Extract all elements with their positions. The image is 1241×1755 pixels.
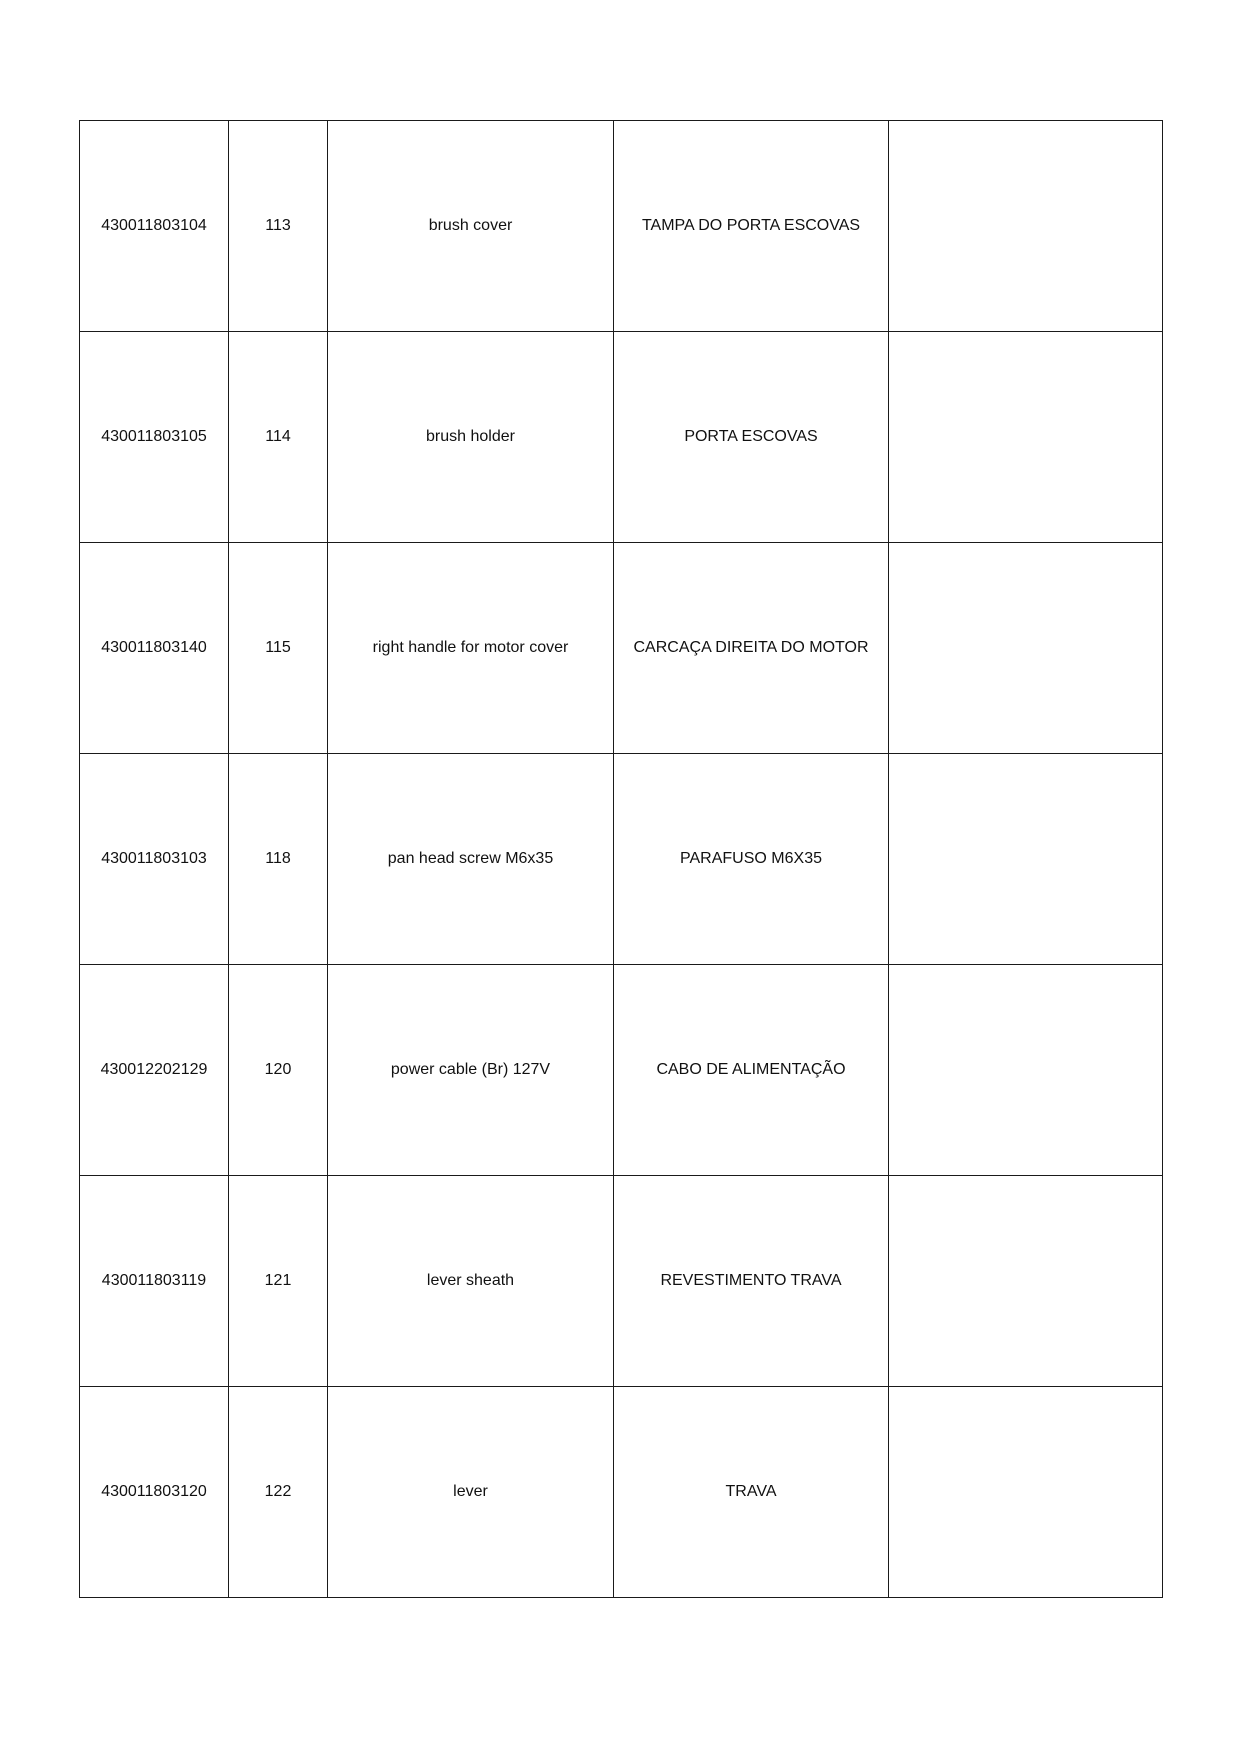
item-number-cell: 113 [229, 121, 328, 332]
table-row [80, 1176, 1163, 1387]
item-number-cell: 115 [229, 543, 328, 754]
notes-cell [889, 965, 1163, 1176]
item-number-cell: 118 [229, 754, 328, 965]
table-row [80, 754, 1163, 965]
description-en-cell: brush cover [328, 121, 614, 332]
part-code-cell: 430011803103 [80, 754, 229, 965]
description-en-cell: right handle for motor cover [328, 543, 614, 754]
description-pt-cell: CABO DE ALIMENTAÇÃO [614, 965, 889, 1176]
description-pt-cell: PORTA ESCOVAS [614, 332, 889, 543]
item-number-cell: 122 [229, 1387, 328, 1598]
description-en-cell: lever sheath [328, 1176, 614, 1387]
parts-table [79, 120, 1163, 1598]
part-code-cell: 430011803105 [80, 332, 229, 543]
item-number-cell: 120 [229, 965, 328, 1176]
notes-cell [889, 332, 1163, 543]
part-code-cell: 430011803120 [80, 1387, 229, 1598]
notes-cell [889, 1387, 1163, 1598]
description-en-cell: pan head screw M6x35 [328, 754, 614, 965]
notes-cell [889, 1176, 1163, 1387]
table-row [80, 121, 1163, 332]
table-row [80, 332, 1163, 543]
description-en-cell: power cable (Br) 127V [328, 965, 614, 1176]
part-code-cell: 430012202129 [80, 965, 229, 1176]
notes-cell [889, 121, 1163, 332]
description-pt-cell: TAMPA DO PORTA ESCOVAS [614, 121, 889, 332]
notes-cell [889, 754, 1163, 965]
description-pt-cell: TRAVA [614, 1387, 889, 1598]
part-code-cell: 430011803140 [80, 543, 229, 754]
table-row [80, 965, 1163, 1176]
description-pt-cell: REVESTIMENTO TRAVA [614, 1176, 889, 1387]
notes-cell [889, 543, 1163, 754]
part-code-cell: 430011803104 [80, 121, 229, 332]
item-number-cell: 121 [229, 1176, 328, 1387]
description-en-cell: brush holder [328, 332, 614, 543]
table-row [80, 1387, 1163, 1598]
item-number-cell: 114 [229, 332, 328, 543]
description-en-cell: lever [328, 1387, 614, 1598]
description-pt-cell: PARAFUSO M6X35 [614, 754, 889, 965]
part-code-cell: 430011803119 [80, 1176, 229, 1387]
table-row [80, 543, 1163, 754]
description-pt-cell: CARCAÇA DIREITA DO MOTOR [614, 543, 889, 754]
